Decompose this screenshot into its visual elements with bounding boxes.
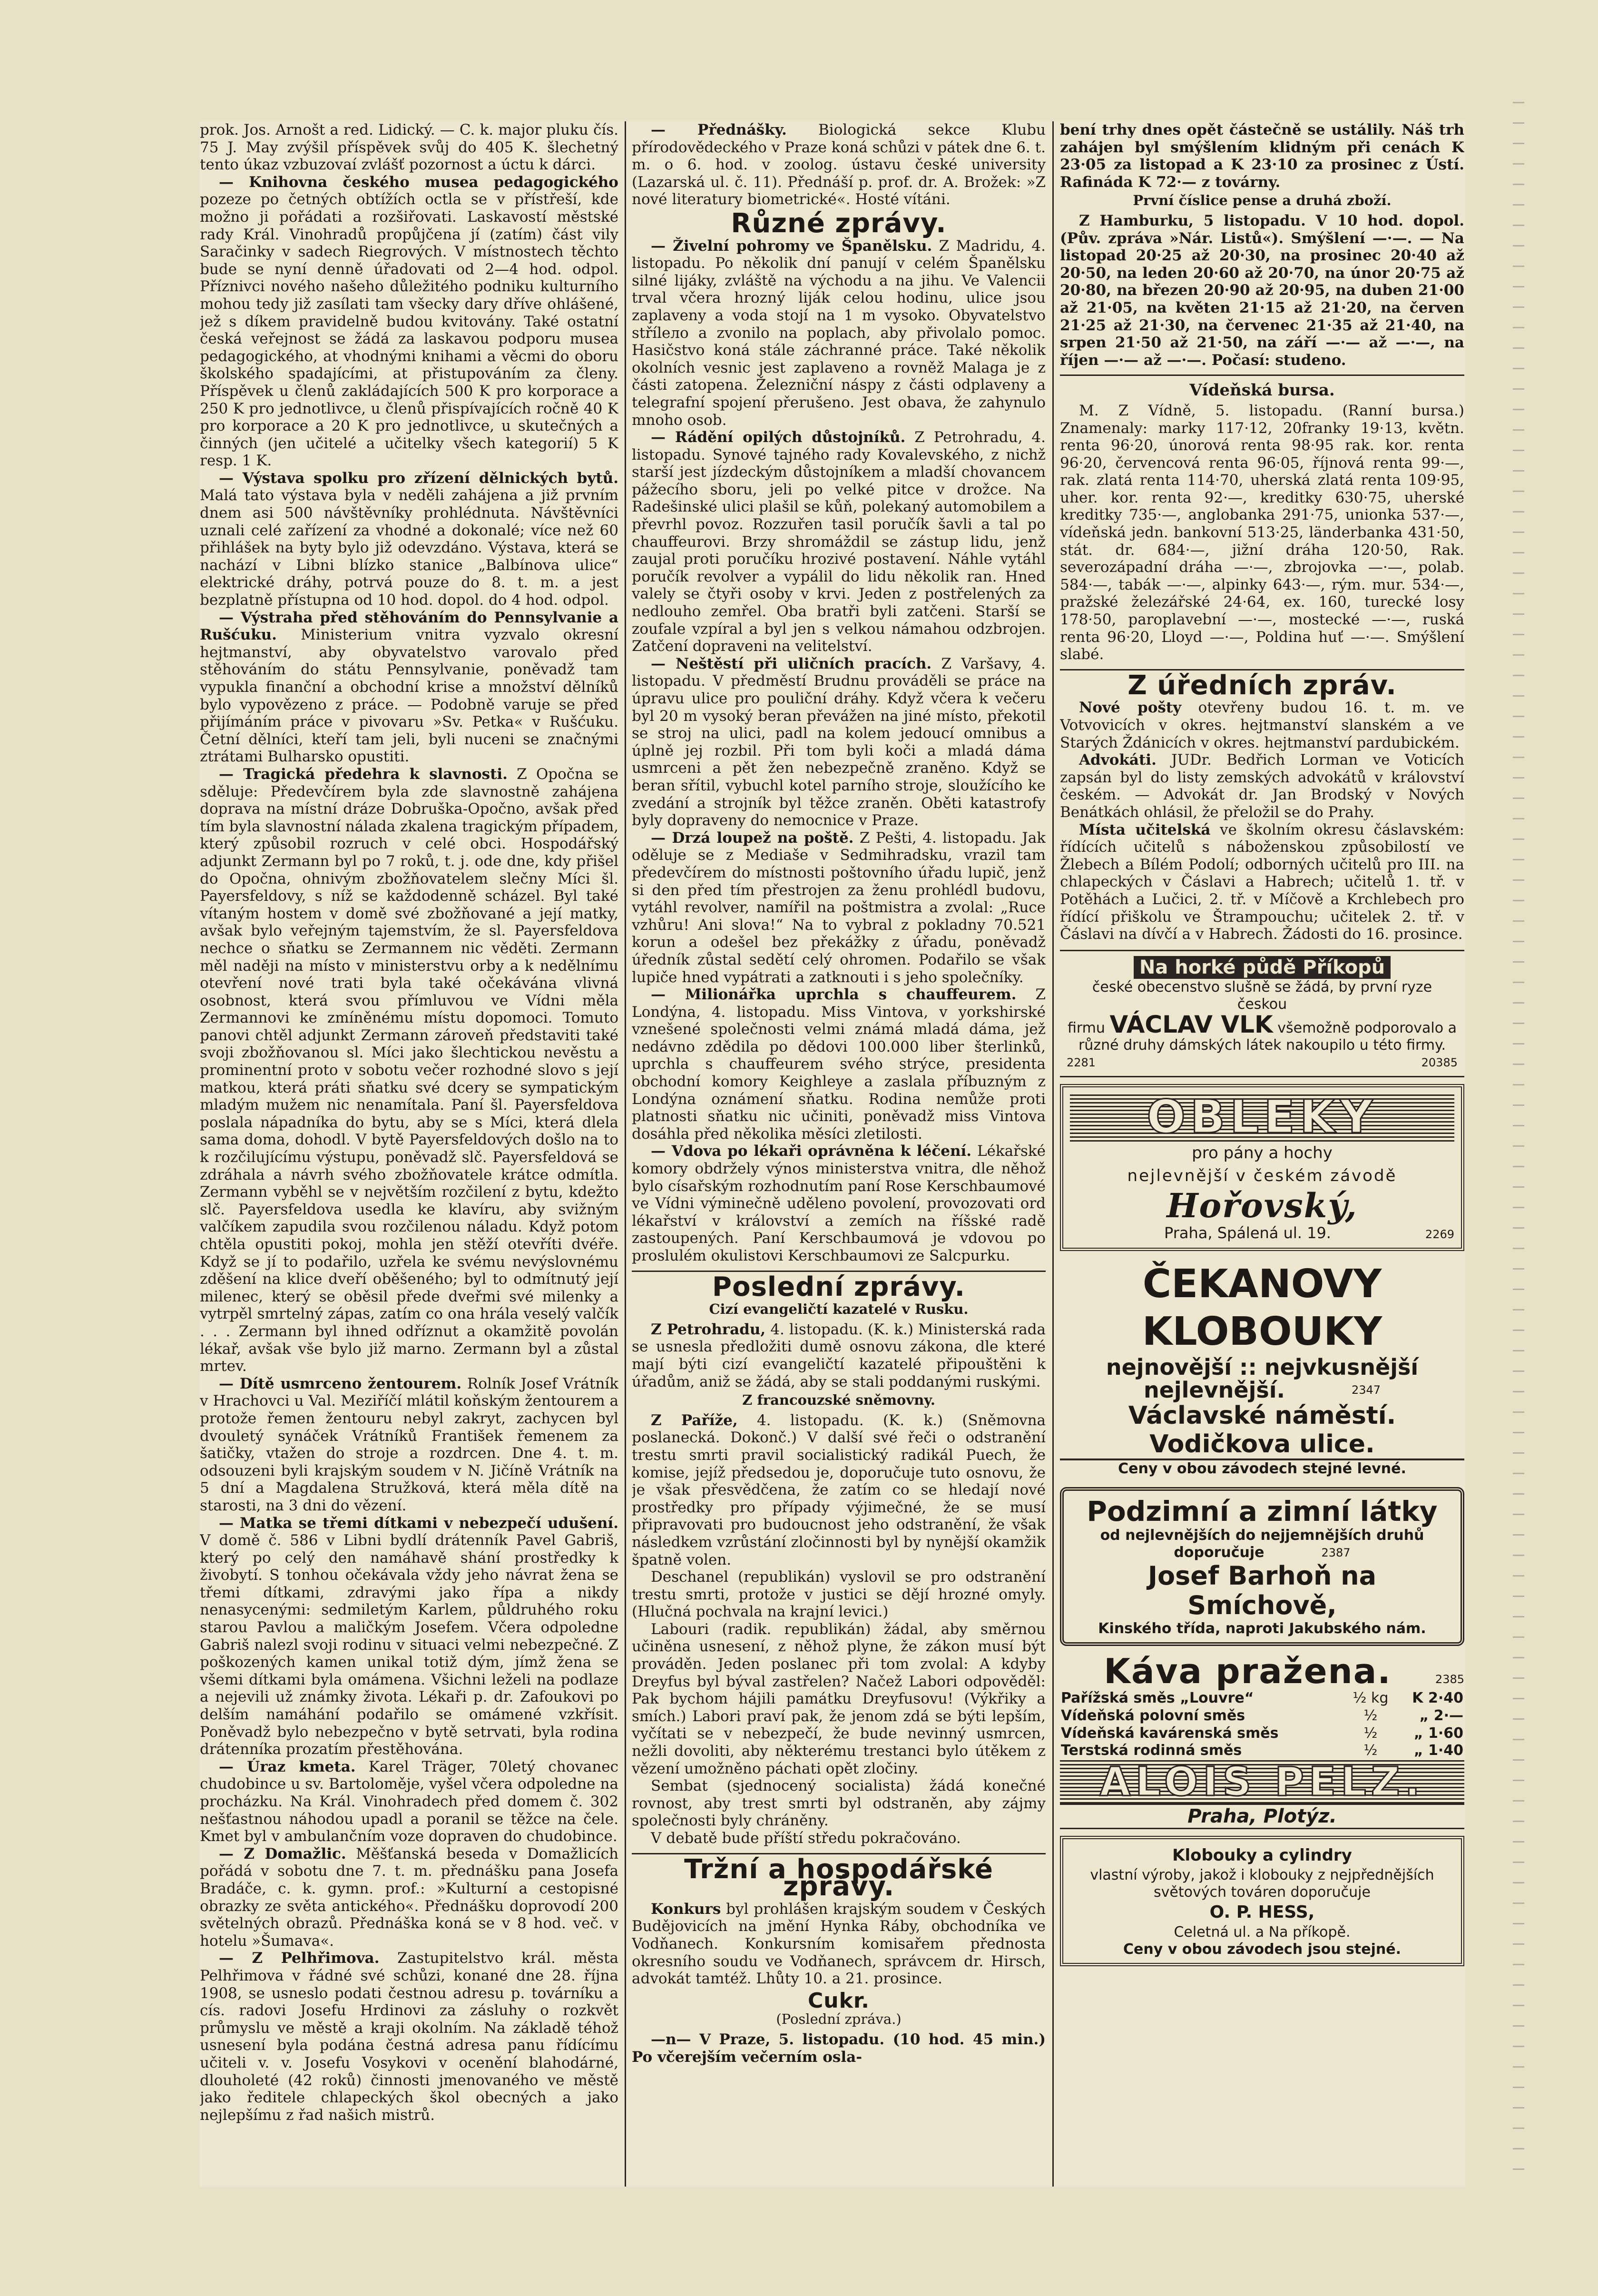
article bbox=[1060, 751, 1464, 821]
section-divider bbox=[1060, 374, 1464, 376]
price-row bbox=[1060, 1742, 1464, 1760]
ad-title: ČEKANOVY KLOBOUKY bbox=[1142, 1261, 1382, 1355]
ad-number: 20385 bbox=[1421, 1055, 1458, 1069]
ad-obleky bbox=[1060, 1084, 1464, 1251]
article-lead: — Úraz kmeta. bbox=[219, 1758, 356, 1775]
ad-text: pro pány a hochy bbox=[1192, 1143, 1333, 1163]
article-text: Z Opočna se sděluje: Předevčírem byla zde slavnostně zahájena doprava na místní dráze Dobruška-Opočno, avšak před tím byla slavnostní nálada zkalena tragickým případem, který způsobil rozruch v celé obci. Hospodářský adjunkt Zermann byl po 7 roků, t. j. ode dne, kdy přišel do Opočna, ohnivým zbožňovatelem slečny Míci šl. Payersfeldovy, s níž se každodenně scházel. Byl také vítaným hostem v domě své zbožňované a její matky, avšak bylo veřejným tajemstvím, že sl. Payersfeldova nechce o sňatku se Zermannem nic věděti. Zermann měl naději na místo v ministerstvu orby a k nedělnímu otevření nové trati byla také očekávána vlivná osobnost, která svou přímluvou ve Vídni měla Zermannovi ke zmíněnému místu dopomoci. Tomuto panovi chtěl adjunkt Zermann zároveň představiti také svoji zbožňovanou sl. Míci jako šlechtickou nevěstu a prominentní proto v sobotu večer rozhodné slovo s její matkou, která práti sňatku své dcery se sympatickým mladým mužem nic nenamítala. Paní šl. Payersfeldova poslala nápadníka do bytu, aby se s Míci, která dlela sama doma, dohodl. V bytě Payersfeldových došlo na to k rozčilujícímu výstupu, poněvadž slč. Payersfeldová se zdráhala a návrh svého zbožňovatele krátce odmítla. Zermann vyběhl se v největším rozčilení z bytu, kdežto slč. Payersfeldova usedla ke klavíru, aby svižným valčíkem zapudila svou rozčilenou náladu. Když potom chtěla opustiti pokoj, mohla jen stěží otevříti dvéře. Když se jí to podařilo, uzřela ke svému nevýslovnému zděšení na klice dveří oběšeného; byl to odmítnutý její milenec, který se oběsil přede dveřmi své milenky a vytrpěl smrtelný zápas, zatím co ona hrála veselý valčík . . . Zermann byl ihned odříznut a okamžitě povolán lékař, avšak vše bylo již marno. Zermann byl a zůstal mrtev. bbox=[200, 765, 618, 1375]
article bbox=[632, 1830, 1046, 1847]
subheading: Cizí evangeličtí kazatelé v Rusku. bbox=[709, 1301, 969, 1318]
ad-title: Káva pražena. bbox=[1104, 1651, 1392, 1692]
ad-text: :: bbox=[1239, 1354, 1257, 1380]
ad-text: od nejlevnějších do nejjemnějších druhů bbox=[1100, 1527, 1424, 1544]
article bbox=[632, 429, 1046, 655]
column-news bbox=[632, 121, 1046, 2187]
article bbox=[1060, 821, 1464, 943]
article-text: Měšťanská beseda v Domažlicích pořádá v sobotu dne 7. t. m. přednášku pana Josefa Bradáče, c. k. gymn. prof.: »Kulturní a cestopisné obrazky ze světa antického«. Přednášku doprovodí 200 světelných obrazů. Přednáška koná se v 8 hod. več. v hotelu »Šumava«. bbox=[200, 1845, 618, 1950]
price-unit: ½ bbox=[1363, 1724, 1378, 1742]
article bbox=[632, 829, 1046, 986]
article bbox=[632, 1143, 1046, 1264]
article-text: otevřeny budou 16. t. m. ve Votvovicích v okres. hejtmanství slanském a ve Starých Ždánicích v okres. hejtmanství pardubickém. bbox=[1060, 699, 1464, 751]
ad-title: OBLEKY bbox=[1070, 1092, 1454, 1142]
price-unit: ½ bbox=[1363, 1742, 1378, 1759]
article-text: Z Pešti, 4. listopadu. Jak oděluje se z Mediaše v Sedmihradsku, vrazil tam předevčírem do místnosti poštovního úřadu lupič, jenž si den před tím přestrojen za ženu prohlédl budovu, vytáhl revolver, namířil na poštmistra a zvolal: „Ruce vzhůru! Ani slova!“ Na to vybral z pokladny 70.521 korun a odešel bez překážky z úřadu, poněvadž úředník zůstal sedětí celý ohromen. Podařilo se však lupiče hned vypátrati a zatknouti i s jeho společníky. bbox=[632, 829, 1046, 986]
price-unit: ½ kg bbox=[1353, 1690, 1389, 1707]
article bbox=[632, 986, 1046, 1143]
price-row bbox=[1060, 1690, 1464, 1707]
ad-number: 2281 bbox=[1067, 1055, 1096, 1069]
ad-firm: Josef Barhoň na Smíchově, bbox=[1147, 1561, 1377, 1621]
price-row bbox=[1060, 1707, 1464, 1725]
ad-vaclav-vlk bbox=[1060, 950, 1464, 1077]
article-text: Sembat (sjednocený socialista) žádá konečné rovnost, aby trest smrti byl odstraněn, aby zájmy společnosti byly chráněny. bbox=[632, 1777, 1046, 1830]
article-text: Ministerium vnitra vyzvalo okresní hejtmanství, aby obyvatelstvo varovalo před stěhováním do státu Pennsylvanie, poněvadž tam vypukla finanční a obchodní krise a množství dělníků bylo vypovězeno z práce. — Podobně varuje se před přijímáním práce v pivovaru »Sv. Petka« v Rušćuku. Četní dělníci, kteří tam jeli, byli nuceni se značnými ztrátami Bulharsko opustiti. bbox=[200, 626, 618, 766]
article bbox=[200, 609, 618, 766]
ad-number: 2269 bbox=[1425, 1227, 1454, 1241]
article bbox=[200, 121, 618, 174]
article bbox=[200, 1950, 618, 2124]
ad-address: Václavské náměstí. Vodičkova ulice. bbox=[1060, 1401, 1464, 1460]
ad-firm: O. P. HESS, bbox=[1209, 1902, 1315, 1922]
price-table bbox=[1060, 1690, 1464, 1759]
price-value: „ 1·40 bbox=[1413, 1742, 1463, 1759]
ad-text: Ceny v obou závodech stejné levné. bbox=[1118, 1460, 1406, 1478]
ad-text: firmu bbox=[1067, 1019, 1105, 1036]
article-lead: Advokáti. bbox=[1079, 751, 1157, 769]
ad-address: Celetná ul. a Na příkopě. bbox=[1174, 1923, 1351, 1941]
ad-address: Praha, Plotýz. bbox=[1060, 1803, 1464, 1829]
article-text: —n— V Praze, 5. listopadu. (10 hod. 45 min.) Po včerejším večerním osla- bbox=[632, 2030, 1046, 2066]
article-text: Z Varšavy, 4. listopadu. V předměstí Brudnu prováděli se práce na úpravu ulice pro pouliční dráhy. Když včera k večeru byl 20 m vysoký beran převážen na jiné místo, překotil se stroj na ulici, padl na kolem jedoucí omnibus a úplně jej rozbil. Při tom byli koči a mladá dáma usmrceni a pět žen nebezpečně zraněno. Když se beran sřítil, vybuchl kotel parního stroje, sloužícího ke zvedání a strojník byl těžce zraněn. Oběti katastrofy byly dopraveny do nemocnice v Praze. bbox=[632, 655, 1046, 829]
article-text: Biologická sekce Klubu přírodovědeckého v Praze koná schůzi v pátek dne 6. t. m. o 6. hod. v zoolog. ústavu české university (Lazarská ul. č. 11). Přednáší p. prof. dr. A. Brožek: »Z nové literatury biometrické«. Hosté vítáni. bbox=[632, 121, 1046, 208]
article-text: Z Hamburku, 5 listopadu. V 10 hod. dopol. (Pův. zpráva »Nár. Listů«). Smýšlení —·—. — Na listopad 20·25 až 20·30, na prosinec 20·40 až 20·50, na leden 20·60 až 20·70, na únor 20·75 až 20·80, na březen 20·90 až 20·95, na duben 21·00 až 21·05, na květen 21·15 až 21·20, na červen 21·25 až 21·30, na červenec 21·35 až 21·40, na srpen 21·50 až 21·50, na září —·— až —·—, na říjen —·— až —·—. Počasí: studeno. bbox=[1060, 212, 1464, 369]
article-lead: — Knihovna českého musea pedagogického bbox=[219, 173, 618, 191]
article bbox=[200, 1845, 618, 1950]
article bbox=[632, 1901, 1046, 1988]
article-text: Lékařské komory obdržely výnos ministerstva vnitra, dle něhož bylo císařským rozhodnutím paní Rose Kerschbaumové ve Vídni výminečně uděleno povolení, provozovati ord lékařství v království a zemích na říšské radě zastoupených. Paní Kerschbaumová je vdovou po proslulém okulistovi Kerschbaumovi ze Salcpurku. bbox=[632, 1143, 1046, 1264]
price-item: Pařížská směs „Louvre“ bbox=[1061, 1690, 1254, 1707]
ad-text: nejlevnější. bbox=[1143, 1377, 1285, 1403]
article bbox=[200, 1515, 618, 1758]
subheading: (Poslední zpráva.) bbox=[776, 2011, 902, 2028]
article-lead: — Živelní pohromy ve Španělsku. bbox=[651, 237, 932, 255]
article bbox=[632, 1568, 1046, 1621]
article bbox=[632, 1412, 1046, 1568]
article-lead: — Drzá loupež na poště. bbox=[651, 829, 854, 847]
ad-text: doporučuje bbox=[1174, 1544, 1265, 1561]
article bbox=[632, 121, 1046, 208]
article-text: bení trhy dnes opět částečně se ustálily. Náš trh zahájen byl smýšlením klidným při cenách K 23·05 za listopad a K 23·10 za prosinec z Ústí. Rafináda K 72·— z továrny. bbox=[1060, 121, 1464, 191]
article-text: Rolník Josef Vrátník v Hrachovci u Val. Meziříčí mlátil koňským žentourem a protože řemen žentouru nebyl zakryt, zachycen byl dvouletý synáček Vrátníků František řemenem za šatičky, vtažen do stroje a rozdrcen. Dne 4. t. m. odsouzeni byli krajským soudem v N. Jičíně Vrátník na 5 dní a Magdalena Stružková, která měla dítě na starosti, na 3 dni do vězení. bbox=[200, 1375, 618, 1514]
article-lead: Konkurs bbox=[651, 1900, 721, 1918]
price-item: Vídeňská polovní směs bbox=[1061, 1707, 1245, 1724]
price-unit: ½ bbox=[1363, 1707, 1378, 1724]
ad-number: 2347 bbox=[1351, 1383, 1381, 1397]
article-lead: Z Petrohradu, bbox=[651, 1320, 766, 1338]
article-lead: — Výstava spolku pro zřízení dělnických bytů. bbox=[219, 469, 618, 487]
newspaper-page bbox=[200, 121, 1465, 2187]
ad-kava-pelz bbox=[1060, 1653, 1464, 1829]
article-text: Labouri (radik. republikán) žádal, aby směrnou učiněna usnesení, z něhož plyne, že zákon musí být prováděn. Jeden poslanec při tom zvolal: A kdyby Dreyfus byl býval zastřelen? Načež Labori odpověděl: Pak bychom hájili památku Dreyfusovu! (Výkřiky a smích.) Labori praví pak, že jenom zdá se býti lepším, vyčítati se v nebezpečí, že bude nevinný usmrcen, nežli dovoliti, aby některému trestanci bylo útěkem z vězení umožněno páchati opět zločiny. bbox=[632, 1620, 1046, 1777]
column-rule bbox=[1052, 121, 1054, 2187]
article-lead: — Rádění opilých důstojníků. bbox=[651, 429, 906, 446]
ad-text: české obecenstvo slušně se žádá, by první ryze českou bbox=[1092, 978, 1432, 1013]
article-text: Z Madridu, 4. listopadu. Po několik dní panují v celém Španělsku silné lijáky, zvláště na východu a na jihu. Ve Valencii trval včera hrozný liják celou hodinu, ulice jsou zaplaveny a voda stojí na 1 m vysoko. Obyvatelstvo stříleло a zvonilo na poplach, aby přivolalo pomoc. Hasičstvo koná stále záchranné práce. Také několik okolních vesnic jest zaplaveno a rovněž Malaga je z části zatopena. Železniční náspy z části odplaveny a telegrafní spojení přerušeno. Jest obava, že zahynulo mnoho osob. bbox=[632, 237, 1046, 429]
column-rule bbox=[625, 121, 626, 2187]
article bbox=[632, 1777, 1046, 1830]
article-lead: — Z Pelhřimova. bbox=[219, 1950, 380, 1967]
ad-text: nejnovější bbox=[1106, 1354, 1232, 1380]
section-heading-cukr: Cukr. bbox=[807, 1988, 870, 2013]
ad-address: Kinského třída, naproti Jakubského nám. bbox=[1098, 1620, 1426, 1637]
ad-headline: Na horké půdě Příkopů bbox=[1134, 956, 1391, 979]
article-lead: — Z Domažlic. bbox=[219, 1845, 346, 1862]
article-lead: Místa učitelská bbox=[1079, 821, 1211, 838]
ad-address: Praha, Spálená ul. 19. bbox=[1164, 1223, 1331, 1242]
article-text: 4. listopadu. (K. k.) Ministerská rada se usnesla předložiti dumě osnovu zákona, dle které mají býti cizí evangeličtí kazatelé připouštěni k úřadům, aniž se žádá, aby se stali poddanými ruskými. bbox=[632, 1320, 1046, 1390]
article bbox=[632, 237, 1046, 429]
ad-text: různé druhy dámských látek nakoupilo u této firmy. bbox=[1078, 1036, 1446, 1054]
ad-firm: VÁCLAV VLK bbox=[1109, 1010, 1273, 1038]
ad-number: 2385 bbox=[1435, 1673, 1464, 1686]
ad-title: Podzimní a zimní látky bbox=[1087, 1495, 1438, 1528]
article-lead: — Přednášky. bbox=[651, 121, 787, 138]
article-lead: — Tragická předehra k slavnosti. bbox=[219, 765, 508, 783]
ad-text: nejlevnější v českém závodě bbox=[1127, 1166, 1397, 1185]
section-heading-uredni: Z úředních zpráv. bbox=[1127, 670, 1397, 701]
article-lead: — Milionářka uprchla s chauffeurem. bbox=[651, 986, 1017, 1004]
ad-josef-barhon bbox=[1060, 1487, 1464, 1646]
article-text: prok. Jos. Arnošt a red. Lidický. — C. k. major pluku čís. 75 J. May zvýšil příspěvek svůj do 405 K. šlechetný tento úkaz vzbuzovaí zvlášť pozornost a úctu k dárci. bbox=[200, 121, 618, 174]
ad-title: Klobouky a cylindry bbox=[1172, 1845, 1352, 1865]
price-item: Vídeňská kavárenská směs bbox=[1061, 1724, 1279, 1742]
article-text: Z Londýna, 4. listopadu. Miss Vintova, v yorkshirské vznešené společnosti velmi známá mladá dáma, jež nedávno zdědila po dědovi 100.000 liber šterlinků, uprchla s chauffeurem svého strýce, presidenta obchodní komory Keighleye a zaslala příbuzným z Londýna oznámení sňatku. Rodina nemůže proti platnosti sňatku nic učiniti, poněvadž miss Vintova dosáhla před několika měsíci zletilosti. bbox=[632, 986, 1046, 1143]
article bbox=[200, 1758, 618, 1845]
article-lead: Z Paříže, bbox=[651, 1411, 738, 1429]
section-heading-ruzne: Různé zprávy. bbox=[731, 207, 947, 239]
article-text: V debatě bude příští středu pokračováno. bbox=[651, 1830, 961, 1847]
ad-hess-klobouky bbox=[1060, 1836, 1464, 1966]
article bbox=[632, 655, 1046, 829]
article-lead: — Výstraha před stěhováním do Pennsylvanie a Rušćuku. bbox=[200, 609, 618, 644]
article bbox=[632, 1321, 1046, 1390]
article-text: pozeze po četných obtížích octla se v přístřeší, kde možno ji pořádati a rozšiřovati. Laskavostí městské rady Král. Vinohradů propůjčena jí (zatím) část vily Saračinky v sadech Riegrových. V místnostech těchto bude se nyní denně úřadovati od 2—4 hod. odpol. Příznivci nového našeho důležitého podniku kulturního mohou tedy již zasílati tam všecky dary dříve ohlášené, jež s díkem pravidelně budou kvitovány. Také ostatní česká veřejnost se žádá za laskavou podporu musea pedagogického, at vhodnými knihami a věcmi do oboru školského spadajícími, at přistupováním za členy. Příspěvek u členů zakládajících 500 K pro korporace a 250 K pro jednotlivce, u členů přispívajících ročně 40 K pro korporace a 20 K pro jednotlivce, u skutečných a činných (jen učitelé a učitelky všech kategorií) 5 K resp. 1 K. bbox=[200, 191, 618, 470]
ad-brand: ALOIS PELZ. bbox=[1060, 1760, 1464, 1803]
article-text: Zastupitelstvo král. města Pelhřimova v řádné své schůzi, konané dne 28. října 1908, se usneslo podati čestnou adresu p. továrníku a cís. radovi Josefu Hrdinovi za zásluhy o rozkvět průmyslu ve městě a kraji okolním. Na základě téhož usnesení byla podána čestná adresa panu řídícímu učiteli v. v. Josefu Vosykovi v ocenění blahodárné, dlouholeté (42 roků) činnosti jmenovaného ve městě jako ředitele chlapeckých škol obecných a jako nejlepšímu z řad našich mistrů. bbox=[200, 1950, 618, 2124]
ad-text: Ceny v obou závodech jsou stejné. bbox=[1123, 1941, 1401, 1958]
article-text: 4. listopadu. (K. k.) (Sněmovna poslanecká. Dokonč.) V další své řeči o odstranění trestu smrti pravil socialistický radikál Puech, že komise, jejíž předsedou je, doporučuje tuto osnovu, že je však přesvědčena, že zatím co se hledají nové prostředky pro případy výjimečné, že se musí připravovati pro budoucnost jeho odstranění, že však následkem vzrůstání zločinnosti byl by nynější okamžik špatně volen. bbox=[632, 1411, 1046, 1568]
article-text: V domě č. 586 v Libni bydlí drátenník Pavel Gabriš, který po celý den namáhavě shání prostředky k živobytí. S tonhou očekávala vždy jeho návrat žena se třemi dítkami, zdravými jako řípa a nikdy nenasycenými: sedmiletým Karlem, půldruhého roku starou Pavlou a maličkým Josefem. Včera odpoledne Gabriš nalezl svoji rodinu v situaci velmi nebezpečné. Z poškozených kamen unikal totiž dým, jímž žena se všemi dítkami byla omámena. Všichni leželi na podlaze a nejevili už známky života. Lékaři p. dr. Zafoukovi po delším namáhání podařilo se omámené vzkřísit. Poněvadž bylo nebezpečno v bytě setrvati, byla rodina drátenníka prozatím přestěhována. bbox=[200, 1532, 618, 1758]
column-markets-ads bbox=[1060, 121, 1464, 2187]
article-lead: — Vdova po lékaři oprávněna k léčení. bbox=[651, 1143, 972, 1160]
price-value: K 2·40 bbox=[1412, 1690, 1463, 1707]
article-text: Z Petrohradu, 4. listopadu. Synové tajného rady Kovalevského, z nichž starší jest jízdeckým důstojníkem a mladší chovancem pážecího sboru, jeli po velké pitce v drožce. Na Radešinské ulici plašil se kůň, polekaný automobilem a převrhl povoz. Rozzuřen tasil poručík šavli a tal po chauffeurovi. Brzy shromáždil se zástup lidu, jenž zaujal proti poručíku hrozivé postavení. Náhle vytáhl poručík revolver a vypálil do lidu několik ran. Hned valely se čtyři osoby v krvi. Jeden z postřelených za nedlouho zemřel. Oba bratři byli zatčeni. Starší se zoufale vzpíral a byl jen s velkou námahou odzbrojen. Zatčení dopraveni na velitelství. bbox=[632, 429, 1046, 655]
ad-text: všemožně podporovalo a bbox=[1277, 1019, 1457, 1036]
price-value: „ 1·60 bbox=[1413, 1724, 1463, 1742]
section-heading-trzni: Tržní a hospodářské zprávy. bbox=[684, 1853, 993, 1902]
article bbox=[200, 470, 618, 609]
ad-number: 2387 bbox=[1321, 1546, 1351, 1560]
article-lead: — Neštěstí při uličních pracích. bbox=[651, 655, 932, 672]
section-heading-bursa: Vídeňská bursa. bbox=[1189, 381, 1335, 400]
article-text: Deschanel (republikán) vyslovil se pro odstranění trestu smrti, protože v justici se dějí hrozné omyly. (Hlučná pochvala na krajní levici.) bbox=[632, 1568, 1046, 1621]
article-lead: — Matka se třemi dítkami v nebezpečí udušení. bbox=[219, 1514, 618, 1532]
article-text: Malá tato výstava byla v neděli zahájena a již prvním dnem asi 500 návštěvníky prohlédnuta. Návštěvníci uznali celé zařízení za vhodné a dokonalé; více než 60 přihlášek na byty bylo již odevzdáno. Výstava, která se nachází v Libni blízko stanice „Balbínova ulice“ elektrické dráhy, potrvá pouze do 8. t. m. a jest bezplatně přístupna od 10 hod. dopol. do 4 hod. odpol. bbox=[200, 487, 618, 609]
article-text: Karel Träger, 70letý chovanec chudobince u sv. Bartoloměje, vyšel včera odpoledne na procházku. Na Král. Vinohradech před domem č. 302 nešťastnou náhodou upadl a poranil se těžce na čele. Kmet byl v ambulančním voze dopraven do chudobince. bbox=[200, 1758, 618, 1845]
column-local-news bbox=[200, 121, 618, 2187]
price-row bbox=[1060, 1725, 1464, 1743]
ad-text: vlastní výroby, jakož i klobouky z nejpřednějších světových továren doporučuje bbox=[1090, 1866, 1434, 1901]
subheading: První číslice pense a druhá zboží. bbox=[1133, 192, 1392, 209]
article bbox=[632, 1621, 1046, 1777]
ad-cekanovy-klobouky bbox=[1060, 1258, 1464, 1480]
scan-edge bbox=[1513, 95, 1524, 2189]
article-lead: — Dítě usmrceno žentourem. bbox=[219, 1375, 462, 1392]
article bbox=[200, 766, 618, 1375]
article-text: ve školním okresu čáslavském: řídících učitelů s náboženskou způsobilostí ve Žlebech a Bílém Podolí; odborných učitelů pro III. na chlapeckých v Čáslavi a Habrech; učitelů 1. tř. v Potěhách a Lučici, 2. tř. v Míčově a Krchlebech pro řídící přiškolu ve Štrampouchu; učitelek 2. tř. v Čáslavi na dívčí a v Habrech. Žádosti do 16. prosince. bbox=[1060, 821, 1464, 943]
article-lead: Nové pošty bbox=[1079, 699, 1182, 717]
ad-text: nejvkusnější bbox=[1264, 1354, 1419, 1380]
subheading: Z francouzské sněmovny. bbox=[742, 1392, 935, 1409]
price-value: „ 2·— bbox=[1419, 1707, 1463, 1724]
article bbox=[1060, 699, 1464, 751]
article bbox=[200, 1375, 618, 1515]
article-text: byl prohlášen krajským soudem v Českých Budějovicích na jmění Hynka Ráby, obchodníka ve Vodňanech. Konkursním komisařem přednosta okresního soudu ve Vodňanech, správcem dr. Hirsch, advokát tamtéž. Lhůty 10. a 21. prosince. bbox=[632, 1900, 1046, 1988]
article-text: M. Z Vídně, 5. listopadu. (Ranní bursa.) Znamenaly: marky 117·12, 20franky 19·13, květn. renta 96·20, únorová renta 98·95 rak. kor. renta 96·20, červencová renta 96·05, říjnová renta 99·—, rak. zlatá renta 114·70, uherská zlatá renta 109·95, uher. kor. renta 92·—, kreditky 630·75, uherské kreditky 735·—, anglobanka 291·75, unionka 537·—, vídeňská jedn. bankovní 513·25, länderbanka 431·50, stát. dr. 684·—, jižní dráha 120·50, Rak. severozápadní dráha —·—, zbrojovka —·—, polab. 584·—, tabák —·—, alpinky 643·—, rým. mur. 534·—, pražské železářské 24·64, ex. 160, turecké losy 178·50, paroplavební —·—, mostecké —·—, ruská renta 96·20, Lloyd —·—, Poldina huť —·—. Smýšlení slabé. bbox=[1060, 402, 1464, 663]
article bbox=[200, 174, 618, 470]
price-item: Terstská rodinná směs bbox=[1061, 1742, 1242, 1759]
article-text: JUDr. Bedřich Lorman ve Voticích zapsán byl do listy zemských advokátů v království českém. — Advokát dr. Jan Brodský v Nových Benátkách ohlásil, že přeložil se do Prahy. bbox=[1060, 751, 1464, 821]
ad-brand: Hořovský, bbox=[1167, 1185, 1358, 1225]
section-heading-posledni: Poslední zprávy. bbox=[712, 1271, 965, 1302]
